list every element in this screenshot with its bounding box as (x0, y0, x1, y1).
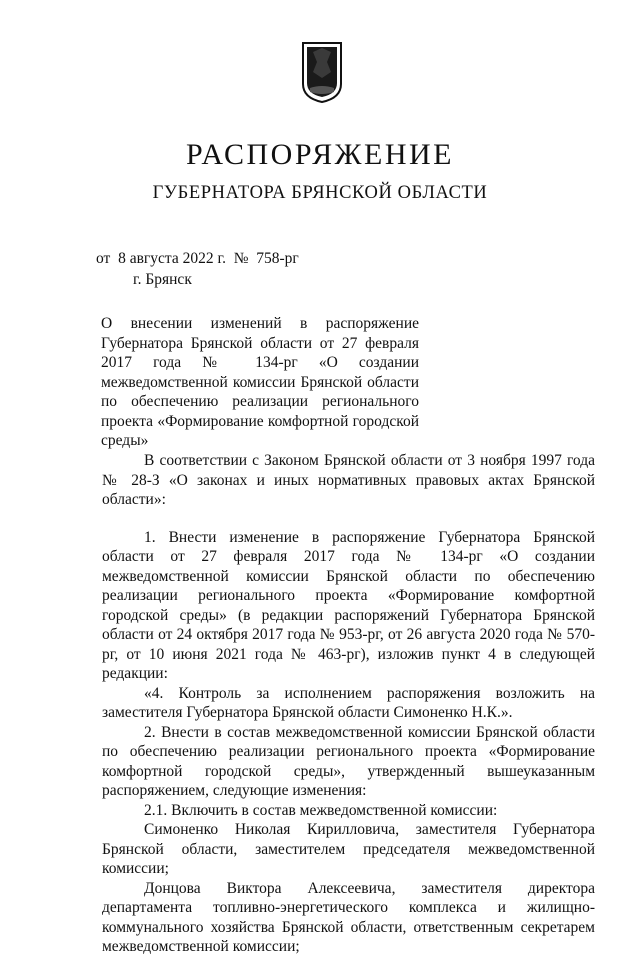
preamble-paragraph: В соответствии с Законом Брянской области от 3 ноября 1997 года № 28-З «О законах и иных нормативных правовых актах Брянской области»: (102, 452, 595, 508)
document-body (102, 451, 595, 957)
body-paragraph: Донцова Виктора Алексеевича, заместителя директора департамента топливно-энергетического комплекса и жилищно-коммунального хозяйства Брянской области, ответственным секретарем межведомственной комиссии; (102, 879, 595, 955)
body-paragraph: Симоненко Николая Кирилловича, заместителя Губернатора Брянской области, заместителем председателя межведомственной комиссии; (102, 821, 595, 877)
coat-of-arms-icon (300, 40, 344, 104)
body-paragraph: «4. Контроль за исполнением распоряжения возложить на заместителя Губернатора Брянской области Симоненко Н.К.». (102, 684, 595, 721)
date-and-number: от 8 августа 2022 г. № 758-рг (96, 250, 299, 267)
document-subject: О внесении изменений в распоряжение Губернатора Брянской области от 27 февраля 2017 года № 134-рг «О создании межведомственной комиссии Брянской области по обеспечению реализации регионального проекта «Формирование комфортной городской среды» (101, 315, 419, 449)
document-title: РАСПОРЯЖЕНИЕ (185, 138, 455, 171)
body-paragraph: 2. Внести в состав межведомственной комиссии Брянской области по обеспечению реализации регионального проекта «Формирование комфортной городской среды», утвержденный вышеуказанным распоряжением, следующие изменения: (102, 723, 595, 799)
body-paragraph: 2.1. Включить в состав межведомственной комиссии: (144, 801, 498, 819)
city: г. Брянск (133, 271, 192, 288)
document-issuer: ГУБЕРНАТОРА БРЯНСКОЙ ОБЛАСТИ (152, 183, 488, 203)
body-paragraph: 1. Внести изменение в распоряжение Губернатора Брянской области от 27 февраля 2017 года № 134-рг «О создании межведомственной комиссии Брянской области по обеспечению реализации регионального проекта «Формирование комфортной городской среды» (в редакции распоряжений Губернатора Брянской области от 24 октября 2017 года № 953-рг, от 26 августа 2020 года № 570-рг, от 10 июня 2021 года № 463-рг), изложив пункт 4 в следующей редакции: (102, 528, 595, 682)
